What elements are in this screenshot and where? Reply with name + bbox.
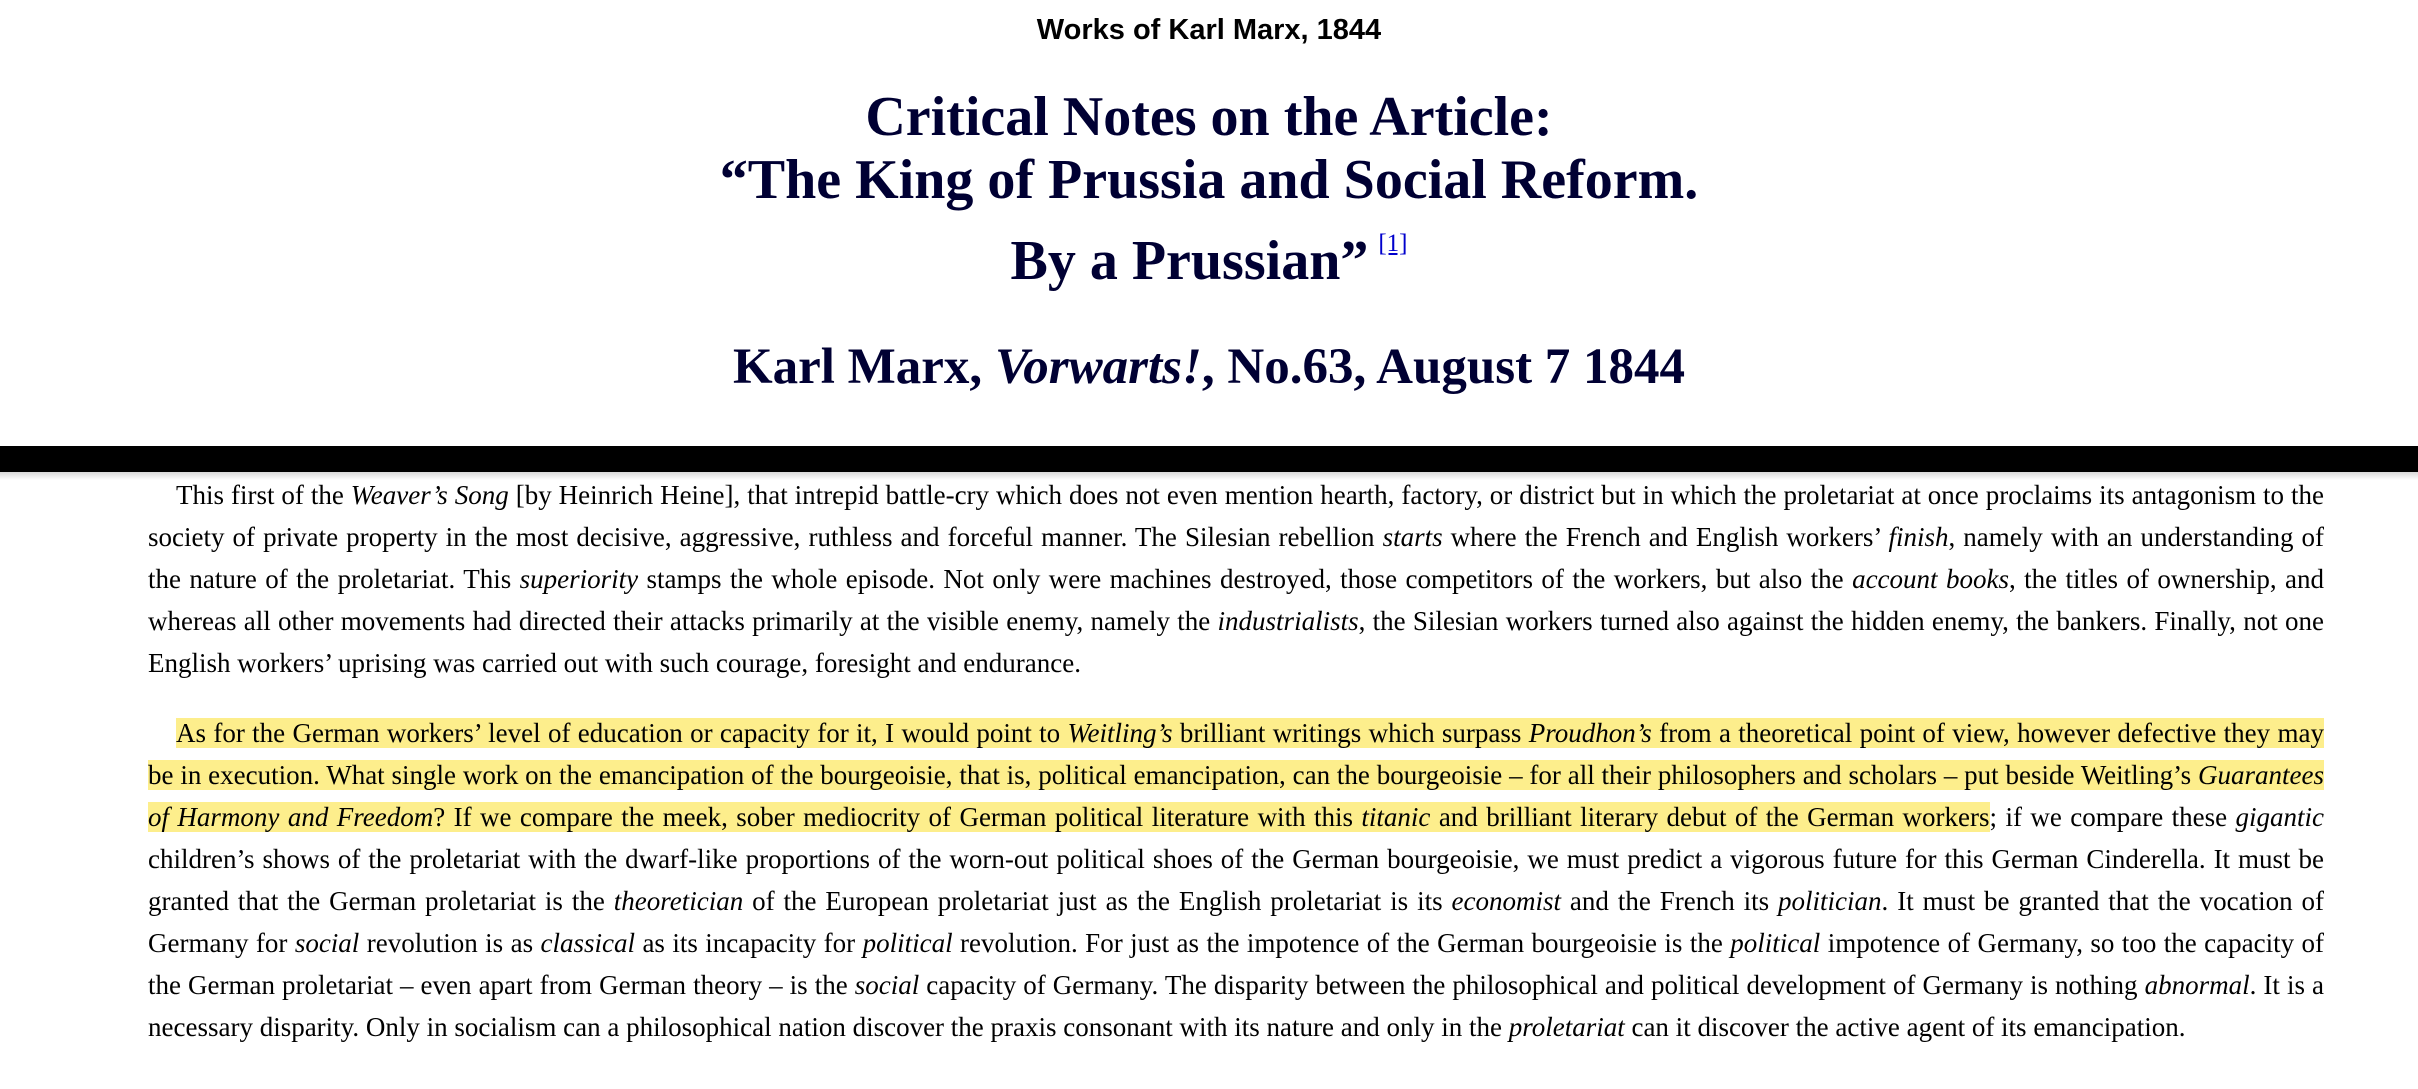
text: [by Heinrich Heine], that intrepid battle-cry which does not even mention hearth, factory, or district but in which the proletariat at once proclaims its antagonism to the society of private property in the most decisive, aggressive, ruthless and forceful manner. The Silesian rebellion (148, 480, 2324, 552)
text: stamps the whole episode. Not only were machines destroyed, those competitors of the workers, but also the (638, 564, 1853, 594)
emphasis: gigantic (2235, 802, 2324, 832)
text: and brilliant literary debut of the German workers (1430, 802, 1990, 832)
emphasis: proletariat (1508, 1012, 1625, 1042)
emphasis: politician (1778, 886, 1882, 916)
text: . It is a necessary disparity. Only in socialism can a philosophical nation discover the praxis consonant with its nature and only in the (148, 970, 2324, 1042)
text: of the European proletariat just as the English proletariat is its (743, 886, 1452, 916)
text: , the titles of ownership, and whereas all other movements had directed their attacks primarily at the visible enemy, namely the (148, 564, 2324, 636)
text: , namely with an understanding of the nature of the proletariat. This (148, 522, 2325, 594)
text: revolution. For just as the impotence of the German bourgeoisie is the (952, 928, 1731, 958)
emphasis: superiority (519, 564, 639, 594)
title-line-3-wrap (0, 212, 2418, 293)
document-header (0, 0, 2418, 446)
byline (0, 338, 2418, 396)
text: revolution is as (359, 928, 541, 958)
emphasis: economist (1451, 886, 1561, 916)
paragraph-1 (148, 474, 2324, 684)
emphasis: account books (1852, 564, 2009, 594)
text: can it discover the active agent of its emancipation. (1624, 1012, 2186, 1042)
text: children’s shows of the proletariat with the dwarf-like proportions of the worn-out political shoes of the German bourgeoisie, we must predict a vigorous future for this German Cinderella. It must be granted that the German proletariat is the (148, 844, 2324, 916)
emphasis: titanic (1361, 802, 1431, 832)
byline-author: Karl Marx, (732, 339, 995, 395)
emphasis: industrialists (1217, 606, 1359, 636)
footnote-link[interactable]: [1] (1378, 230, 1408, 257)
emphasis: political (862, 928, 953, 958)
text: where the French and English workers’ (1442, 522, 1889, 552)
title-line-3: By a Prussian” (1010, 230, 1369, 292)
text: , the Silesian workers turned also against the hidden enemy, the bankers. Finally, not one English workers’ uprising was carried out with such courage, foresight and endurance. (148, 606, 2324, 678)
text: . It must be granted that the vocation of Germany for (148, 886, 2324, 958)
emphasis: starts (1382, 522, 1443, 552)
emphasis: abnormal (2144, 970, 2250, 1000)
article-title (0, 86, 2418, 293)
text: as its incapacity for (635, 928, 863, 958)
text: impotence of Germany, so too the capacity of the German proletariat – even apart from German theory – is the (148, 928, 2325, 1000)
header-divider (0, 446, 2418, 472)
byline-issue: , No.63, August 7 1844 (1201, 339, 1686, 395)
text: This first of the (176, 480, 351, 510)
text: As for the German workers’ level of education or capacity for it, I would point to (176, 718, 1068, 748)
article-body (148, 474, 2324, 1076)
paragraph-2 (148, 712, 2324, 1048)
text: from a theoretical point of view, however defective they may be in execution. What single work on the emancipation of the bourgeoisie, that is, political emancipation, can the bourgeoisie – for all their philosophers and scholars – put beside Weitling’s (148, 718, 2324, 790)
byline-publication: Vorwarts! (994, 339, 1202, 395)
title-line-1: Critical Notes on the Article: (865, 86, 1553, 148)
text: brilliant writings which surpass (1172, 718, 1529, 748)
emphasis: classical (540, 928, 636, 958)
emphasis: social (294, 928, 360, 958)
text: ; if we compare these (1989, 802, 2236, 832)
emphasis: Weaver’s Song (350, 480, 509, 510)
emphasis: Weitling’s (1067, 718, 1173, 748)
text: ? If we compare the meek, sober mediocrity of German political literature with this (433, 802, 1362, 832)
emphasis: Proudhon’s (1528, 718, 1652, 748)
emphasis: political (1730, 928, 1821, 958)
text: capacity of Germany. The disparity between the philosophical and political development of Germany is nothing (919, 970, 2145, 1000)
emphasis: theoretician (613, 886, 744, 916)
works-title: Works of Karl Marx, 1844 (1036, 14, 1382, 46)
emphasis: finish (1888, 522, 1949, 552)
title-line-2: “The King of Prussia and Social Reform. (719, 149, 1699, 211)
emphasis: social (854, 970, 920, 1000)
emphasis: Guarantees of Harmony and Freedom (148, 760, 2324, 832)
text: and the French its (1561, 886, 1779, 916)
